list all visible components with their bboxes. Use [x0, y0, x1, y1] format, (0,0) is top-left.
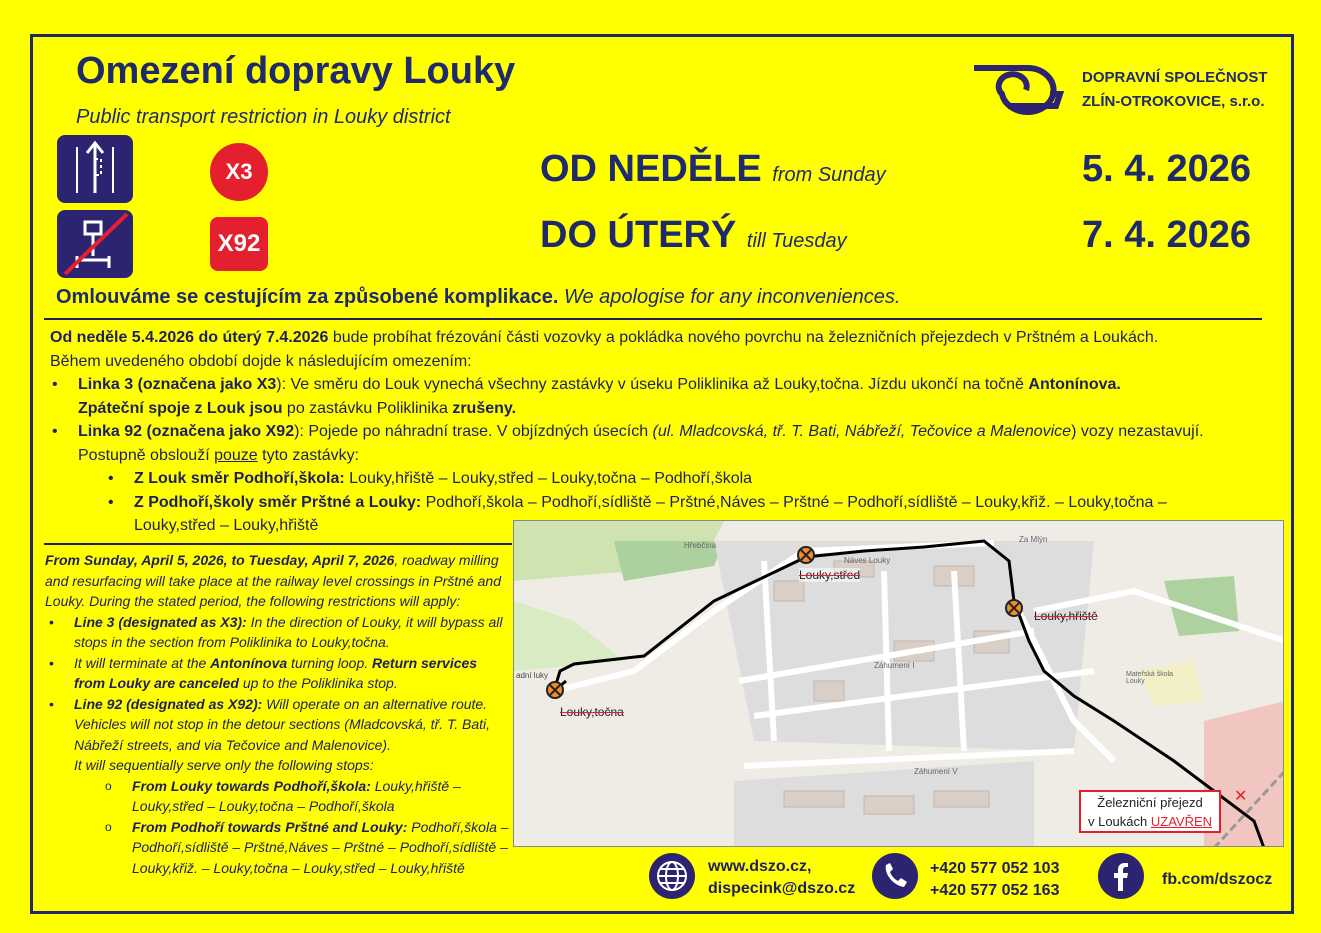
apology-en: We apologise for any inconveniences.: [563, 286, 901, 308]
facebook-icon: [1098, 853, 1144, 899]
till-date: 7. 4. 2026: [1082, 214, 1252, 256]
crossing-closed-line1: Železniční přejezd: [1097, 795, 1203, 810]
till-label: [540, 214, 847, 257]
en-line92-item: • Line 92 (designated as X92): Will operate on an alternative route. Vehicles will not stop in the detour sections (Mladcovská, tř. T. Bati, Nábřeží streets, and via Tečovice and Malenovice). It will sequentially serve only the following stops: o From Louky towards Podhoří,škola: Louky,hřiště – Louky,střed – Louky,točna – Podhoří,škola o From Podhoří towards Prštné and Louky: Podhoří,škola – Podhoří,sídliště – Prštné,Náves – Prštné – Podhoří,sídliště – Louky,křiž. – Louky,točna – Louky,střed – Louky,hřiště: [45, 694, 510, 879]
phone1[interactable]: +420 577 052 103: [930, 860, 1060, 877]
en-stops-route1: o From Louky towards Podhoří,škola: Louky,hřiště – Louky,střed – Louky,točna – Podhoří,škola: [74, 776, 510, 817]
phone-contact[interactable]: [930, 858, 1059, 902]
street-label: Mateřská škola Louky: [1126, 671, 1174, 685]
line-badge-x92: X92: [210, 217, 268, 271]
cz-list: [50, 373, 1285, 538]
cz-line3-item: • Linka 3 (označena jako X3): Ve směru do Louk vynechá všechny zastávky v úseku Poliklinika až Louky,točna. Jízdu ukončí na točně Antonínova. Zpáteční spoje z Louk jsou po zastávku Poliklinika zrušeny.: [50, 373, 1285, 420]
facebook-link[interactable]: fb.com/dszocz: [1162, 871, 1273, 888]
company-name: [1082, 66, 1268, 114]
cz-stops-route2: • Z Podhoří,školy směr Prštné a Louky: Podhoří,škola – Podhoří,sídliště – Prštné,Náves – Prštné – Podhoří,sídliště – Louky,křiž. – Louky,točna – Louky,střed – Louky,hřiště: [78, 491, 1285, 538]
company-name-line1: DOPRAVNÍ SPOLEČNOST: [1082, 69, 1268, 86]
en-line3-item: • Line 3 (designated as X3): In the direction of Louky, it will bypass all stops in the section from Poliklinika to Louky,točna.: [45, 612, 510, 653]
street-label: adní luky: [516, 671, 549, 680]
cz-line92-item: • Linka 92 (označena jako X92): Pojede po náhradní trase. V objízdných úsecích (ul. Mladcovská, tř. T. Bati, Nábřeží, Tečovice a Malenovice) vozy nezastavují. Postupně obslouží pouze tyto zastávky: • Z Louk směr Podhoří,škola: Louky,hřiště – Louky,střed – Louky,točna – Podhoří,škola • Z Podhoří,školy směr Prštné a Louky: Podhoří,škola – Podhoří,sídliště – Prštné,Náves – Prštné – Podhoří,sídliště – Louky,křiž. – Louky,točna – Louky,střed – Louky,hřiště: [50, 420, 1285, 538]
en-intro: From Sunday, April 5, 2026, to Tuesday, April 7, 2026, roadway milling and resurfacing will take place at the railway level crossings in Prštné and Louky. During the stated period, the following restrictions will apply:: [45, 552, 502, 609]
stop-marker-louky-stred[interactable]: [797, 546, 815, 564]
cz-stops-route1: • Z Louk směr Podhoří,škola: Louky,hřiště – Louky,střed – Louky,točna – Podhoří,škola: [78, 467, 1285, 491]
apology: [56, 286, 901, 309]
stop-marker-louky-hriste[interactable]: [1005, 599, 1023, 617]
en-line3b-item: • It will terminate at the Antonínova turning loop. Return services from Louky are canceled up to the Poliklinika stop.: [45, 653, 510, 694]
page-subtitle: Public transport restriction in Louky district: [76, 106, 451, 128]
detour-sign-icon: [57, 135, 133, 203]
street-label: Za Mlýn: [1019, 535, 1048, 544]
web-link[interactable]: www.dszo.cz,: [708, 858, 812, 875]
phone-icon: [872, 853, 918, 899]
street-label: Hřebčina: [684, 541, 717, 550]
stop-label-louky-hriste: Louky,hřiště: [1034, 609, 1098, 623]
en-stops-route2: o From Podhoří towards Prštné and Louky: Podhoří,škola – Podhoří,sídliště – Prštné,Náves – Prštné – Podhoří,sídliště – Louky,křiž. – Louky,točna – Louky,střed – Louky,hřiště: [74, 817, 510, 879]
company-name-line2: ZLÍN-OTROKOVICE, s.r.o.: [1082, 93, 1265, 110]
en-divider: [44, 543, 512, 545]
page-title: Omezení dopravy Louky: [76, 50, 516, 92]
cz-notice-text: [50, 326, 1285, 538]
divider: [44, 318, 1262, 320]
apology-cz: Omlouváme se cestujícím za způsobené komplikace.: [56, 286, 559, 308]
street-label: Záhumení V: [914, 767, 958, 776]
email-link[interactable]: dispecink@dszo.cz: [708, 880, 856, 897]
crossing-closed-icon: ✕: [1234, 788, 1248, 805]
from-label-en: from Sunday: [772, 164, 886, 186]
dszo-logo-icon: [968, 58, 1064, 116]
stop-label-louky-tocna: Louky,točna: [560, 705, 624, 719]
phone2[interactable]: +420 577 052 163: [930, 882, 1060, 899]
web-contact[interactable]: [708, 856, 855, 900]
street-label: Záhumení I: [874, 661, 915, 670]
stop-marker-louky-tocna[interactable]: [546, 681, 564, 699]
crossing-closed-box: [1079, 790, 1221, 833]
street-label: Náves Louky: [844, 556, 891, 565]
en-notice-text: [45, 550, 510, 878]
till-label-en: till Tuesday: [746, 230, 847, 252]
crossing-closed-line2: v Loukách UZAVŘEN: [1087, 814, 1213, 829]
cz-intro: Od neděle 5.4.2026 do úterý 7.4.2026 bude probíhat frézování části vozovky a pokládka nového povrchu na železničních přejezdech v Prštném a Loukách.: [50, 329, 1159, 346]
from-date: 5. 4. 2026: [1082, 148, 1252, 190]
stop-label-louky-stred: Louky,střed: [799, 568, 861, 582]
from-label-cz: OD NEDĚLE: [540, 148, 762, 190]
stop-cancelled-sign-icon: [57, 210, 133, 278]
till-label-cz: DO ÚTERÝ: [540, 214, 737, 256]
cz-intro2: Během uvedeného období dojde k následujícím omezením:: [50, 352, 472, 370]
line-badge-x3: X3: [210, 143, 268, 201]
globe-icon: [649, 853, 695, 899]
en-stop-list: [74, 776, 510, 879]
from-label: [540, 148, 886, 191]
en-list: [45, 612, 510, 879]
